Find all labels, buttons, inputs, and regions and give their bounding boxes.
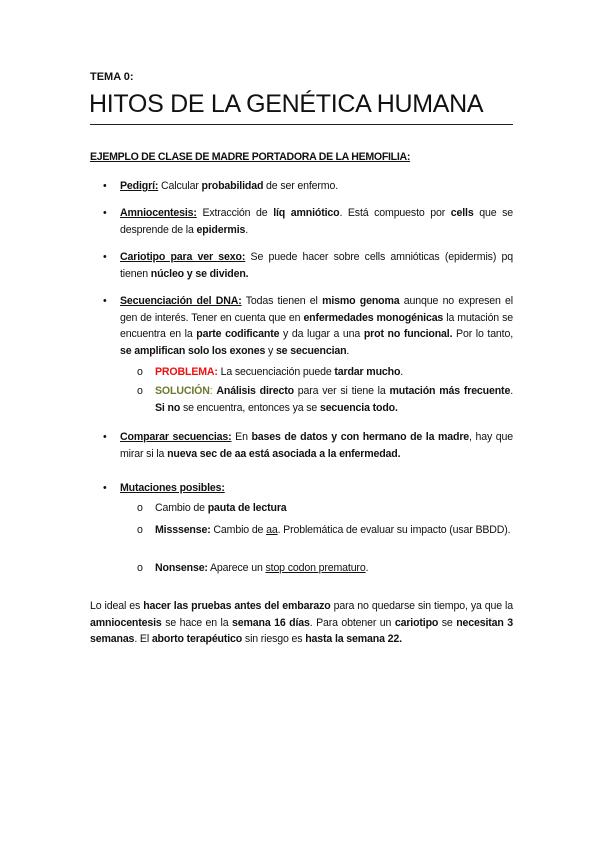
text-run: cells: [450, 207, 474, 219]
list-item: [120, 480, 513, 497]
text-run: prot no funcional.: [363, 328, 453, 340]
list-item: [155, 383, 513, 416]
section-heading: EJEMPLO DE CLASE DE MADRE PORTADORA DE LA HEMOFILIA:: [90, 151, 411, 163]
text-run: bases de datos y con hermano de la madre: [251, 431, 470, 443]
sub-bullet-marker: o: [137, 366, 143, 378]
text-run: . Para obtener un: [309, 616, 395, 629]
text-run: para no quedarse sin tiempo, ya que la: [330, 600, 514, 612]
bullet-marker: •: [103, 207, 107, 219]
text-run: aa: [266, 524, 278, 536]
text-run: se amplifican solo los exones: [120, 344, 266, 357]
text-run: Calcular: [158, 180, 202, 192]
text-run: Cambio de: [210, 524, 267, 536]
text-run: mutación más frecuente: [389, 385, 511, 397]
bullet-marker: •: [103, 251, 107, 263]
sub-bullet-marker: o: [137, 385, 143, 397]
title-divider: [90, 124, 513, 125]
topic-label: TEMA 0:: [90, 71, 134, 83]
text-run: la mutación se encuentra en la: [120, 311, 514, 340]
text-run: de ser enfermo.: [263, 180, 339, 192]
text-run: aborto terapéutico: [151, 633, 243, 645]
item-label: Cariotipo para ver sexo:: [120, 251, 246, 263]
text-run: La secuenciación puede: [217, 366, 335, 378]
text-run: En: [231, 431, 252, 443]
text-run: Extracción de: [196, 207, 274, 219]
text-run: PROBLEMA:: [155, 366, 218, 378]
text-run: y: [265, 344, 276, 357]
text-run: .: [510, 385, 513, 397]
text-run: se secuencian: [275, 344, 347, 357]
text-run: Análisis directo: [216, 385, 294, 397]
text-run: nueva sec de aa está asociada a la enfermedad.: [167, 447, 401, 460]
text-run: y da lugar a una: [279, 328, 364, 340]
text-run: Misssense:: [155, 524, 211, 536]
text-run: semana 16 días: [232, 616, 310, 629]
text-run: núcleo y se dividen.: [150, 267, 249, 280]
list-item: [120, 293, 513, 359]
text-run: cariotipo: [394, 616, 439, 629]
list-item: [120, 429, 513, 462]
text-run: Cambio de: [155, 502, 208, 514]
item-label: Pedigrí:: [120, 180, 159, 192]
text-run: se encuentra, entonces ya se: [180, 401, 320, 414]
text-run: probabilidad: [201, 180, 264, 192]
text-run: hacer las pruebas antes del embarazo: [143, 600, 331, 612]
list-item: [155, 500, 513, 517]
bullet-marker: •: [103, 180, 107, 192]
text-run: aunque no expresen el gen de interés. Tener en cuenta que en: [120, 295, 513, 324]
text-run: . Problemática de evaluar su impacto (usar BBDD).: [277, 524, 511, 536]
text-run: amniocentesis: [90, 616, 162, 629]
text-run: .: [245, 223, 249, 236]
list-item: [155, 364, 513, 381]
text-run: Si no: [155, 401, 181, 414]
list-item: [120, 249, 513, 282]
page-title: HITOS DE LA GENÉTICA HUMANA: [89, 90, 484, 118]
text-run: enfermedades monogénicas: [303, 311, 444, 324]
list-item: [120, 178, 513, 195]
text-run: se hace en la: [161, 616, 233, 629]
list-item: [155, 560, 513, 577]
text-run: tardar mucho: [334, 366, 401, 378]
text-run: mismo genoma: [322, 295, 400, 307]
list-item: [120, 205, 513, 238]
text-run: secuencia todo.: [319, 401, 398, 414]
text-run: que se desprende de la: [120, 207, 513, 236]
bullet-marker: •: [103, 482, 107, 494]
text-run: líq amniótico: [273, 207, 340, 219]
text-run: .: [365, 562, 369, 574]
list-item: [155, 522, 513, 539]
text-run: .: [400, 366, 404, 378]
sub-bullet-marker: o: [137, 502, 143, 514]
text-run: , hay que mirar si la: [120, 431, 513, 460]
text-run: Por lo tanto,: [452, 328, 514, 340]
text-run: Nonsense:: [155, 562, 208, 574]
text-run: para ver si tiene la: [293, 385, 390, 397]
text-run: sin riesgo es: [242, 633, 306, 645]
text-run: Aparece un: [207, 562, 266, 574]
bullet-marker: •: [103, 295, 107, 307]
text-run: stop codon prematuro: [265, 562, 366, 574]
item-label: Secuenciación del DNA:: [120, 295, 242, 307]
bullet-marker: •: [103, 431, 107, 443]
text-run: :: [209, 385, 217, 397]
text-run: Se puede hacer sobre cells amnióticas (epidermis) pq tienen: [120, 251, 514, 280]
text-run: epidermis: [196, 223, 246, 236]
sub-bullet-marker: o: [137, 524, 143, 536]
text-run: pauta de lectura: [207, 502, 287, 514]
item-label: Comparar secuencias:: [120, 431, 232, 443]
paragraph: [90, 598, 513, 648]
item-label: Amniocentesis:: [120, 207, 197, 219]
text-run: .: [346, 344, 350, 357]
text-run: hasta la semana 22.: [305, 633, 402, 645]
text-run: . Está compuesto por: [339, 207, 451, 219]
text-run: Todas tienen el: [241, 295, 323, 307]
text-run: . El: [134, 633, 152, 645]
text-run: Lo ideal es: [90, 600, 144, 612]
text-run: parte codificante: [196, 328, 280, 340]
text-run: SOLUCIÓN: [155, 385, 210, 397]
text-run: necesitan 3 semanas: [90, 616, 514, 645]
item-label: Mutaciones posibles:: [120, 482, 225, 494]
text-run: se: [438, 616, 457, 629]
sub-bullet-marker: o: [137, 562, 143, 574]
